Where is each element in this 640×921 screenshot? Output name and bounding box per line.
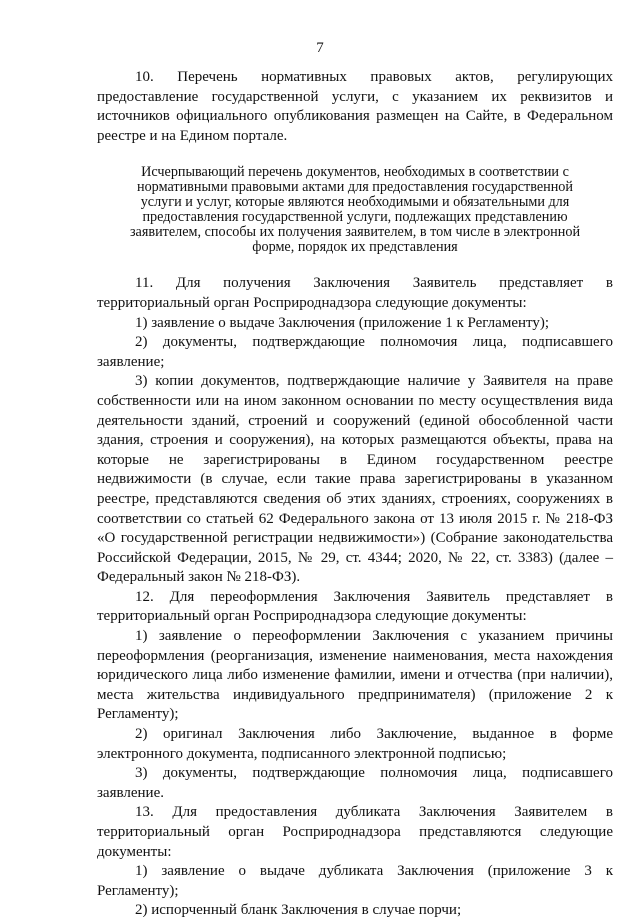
paragraph-12-item-3: 3) документы, подтверждающие полномочия лица, подписавшего заявление. xyxy=(97,765,613,801)
paragraph-13: 13. Для предоставления дубликата Заключения Заявителем в территориальный орган Росприроднадзора представляются следующие документы: xyxy=(97,804,613,860)
paragraph-12-item-1: 1) заявление о переоформлении Заключения с указанием причины переоформления (реорганизация, изменение наименования, места нахождения юридического лица либо изменение фамилии, имени и отчества (при наличии), места жительства индивидуального предпринимателя) (приложение 2 к Регламенту); xyxy=(97,628,613,723)
document-body xyxy=(97,68,613,921)
paragraph-13-item-2: 2) испорченный бланк Заключения в случае порчи; xyxy=(135,902,462,919)
paragraph-13-item-1: 1) заявление о выдаче дубликата Заключения (приложение 3 к Регламенту); xyxy=(97,863,613,899)
paragraph-12-item-2: 2) оригинал Заключения либо Заключение, выданное в форме электронного документа, подписанного электронной подписью; xyxy=(97,726,613,762)
paragraph-11-item-3: 3) копии документов, подтверждающие наличие у Заявителя на праве собственности или на ином законном основании по месту осуществления вида деятельности зданий, строений и сооружений (единой обособленной части здания, строения и сооружения), на которых размещаются объекты, права на которые не зарегистрированы в Едином государственном реестре недвижимости (в случае, если такие права зарегистрированы в указанном реестре, представляются сведения об этих зданиях, строениях, сооружениях в соответствии со статьей 62 Федерального закона от 13 июля 2015 г. № 218-ФЗ «О государственной регистрации недвижимости») (Собрание законодательства Российской Федерации, 2015, № 29, ст. 4344; 2020, № 22, ст. 3383) (далее – Федеральный закон № 218-ФЗ). xyxy=(97,373,613,586)
page-number: 7 xyxy=(316,40,324,56)
paragraph-11-item-2: 2) документы, подтверждающие полномочия лица, подписавшего заявление; xyxy=(97,334,613,370)
paragraph-10: 10. Перечень нормативных правовых актов, регулирующих предоставление государственной услуги, с указанием их реквизитов и источников официального опубликования размещен на Сайте, в Федеральном реестре и на Едином портале. xyxy=(97,69,613,144)
section-heading: Исчерпывающий перечень документов, необходимых в соответствии с нормативными правовыми актами для предоставления государственной услуги и услуг, которые являются необходимыми и обязательными для предоставления государственной услуги, подлежащих представлению заявителем, способы их получения заявителем, в том числе в электронной форме, порядок их представления xyxy=(129,164,581,256)
paragraph-11-item-1: 1) заявление о выдаче Заключения (приложение 1 к Регламенту); xyxy=(135,314,550,331)
paragraph-12: 12. Для переоформления Заключения Заявитель представляет в территориальный орган Росприроднадзора следующие документы: xyxy=(97,588,613,625)
paragraph-11: 11. Для получения Заключения Заявитель представляет в территориальный орган Росприроднадзора следующие документы: xyxy=(97,275,613,311)
